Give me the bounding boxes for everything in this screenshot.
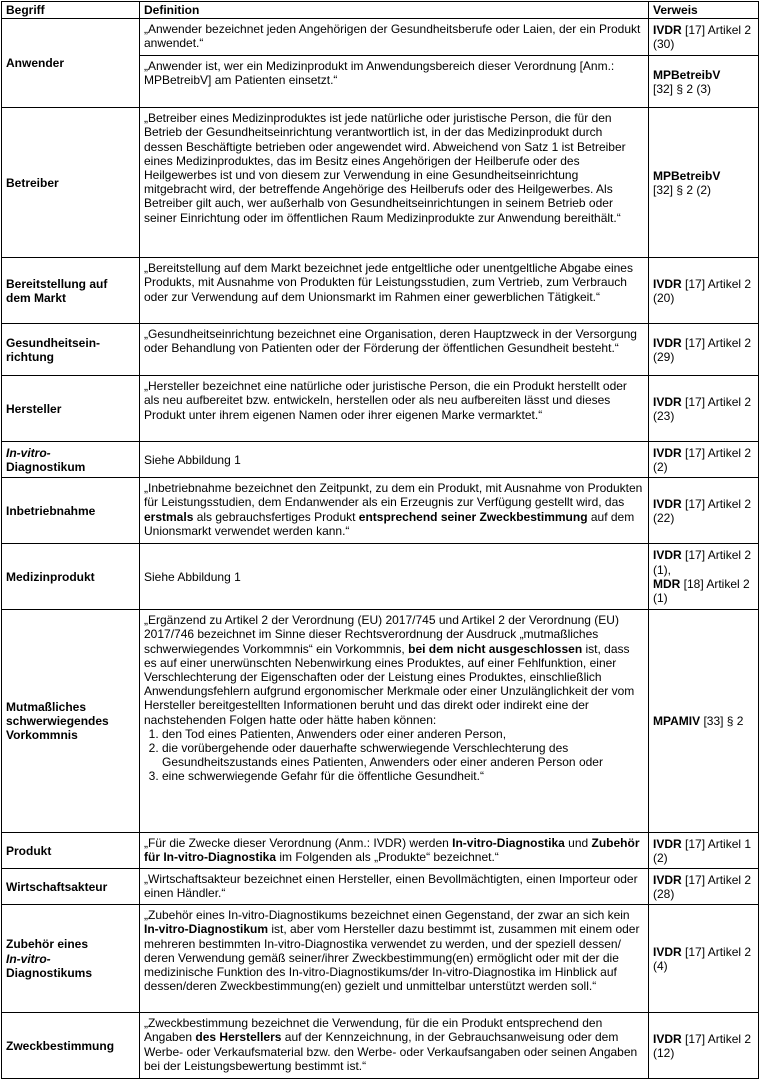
reference-source: MDR (653, 576, 681, 591)
definition-emphasis: Zubehör für In-vitro-Diagnostika (144, 836, 640, 865)
table-row (2, 1013, 759, 1079)
term-inbetriebnahme: Inbetriebnahme (2, 478, 140, 544)
reference-source: IVDR (653, 496, 682, 511)
reference-detail: [17] Artikel 2 (12) (653, 1031, 752, 1060)
reference-detail: [17] Artikel 2 (1), (653, 548, 752, 577)
term-anwender: Anwender (2, 19, 140, 108)
definition-text: auf der Kennzeichnung, in der Gebrauchsanweisung oder dem Werbe- oder Verkaufsmaterial bzw. den Werbe- oder Verkaufsangaben oder seinen Angaben bei der Leistungsbewertung bestimmt ist.“ (144, 1030, 638, 1073)
definition-text: im Folgenden als „Produkte“ bezeichnet.“ (276, 850, 499, 865)
definition-emphasis: In-vitro-Diagnostika (452, 836, 565, 851)
reference-hersteller (649, 376, 759, 442)
header-verweis: Verweis (649, 2, 759, 19)
table-row (2, 478, 759, 544)
definition-text: auf dem Unionsmarkt verwendet werden kann.“ (144, 509, 635, 538)
term-in-vitro-diagnostikum (2, 442, 140, 478)
table-row (2, 544, 759, 610)
table-row (2, 869, 759, 905)
reference-wirtschaftsakteur (649, 869, 759, 905)
reference-anwender-ivdr (649, 19, 759, 56)
definition-emphasis: entsprechend seiner Zweckbestimmung (358, 509, 588, 524)
definitions-table (1, 1, 759, 1079)
definition-betreiber: „Betreiber eines Medizinproduktes ist jede natürliche oder juristische Person, die für den Betrieb der Gesundheitseinrichtung verantwortlich ist, in der das Medizinprodukt durch dessen Beschäftigte betrieben oder angewendet wird. Abweichend von Satz 1 ist Betreiber eines Medizinproduktes, das im Besitz eines Angehörigen der Heilberufe oder des Heilgewerbes ist und von diesem zur Verwendung in eine Gesundheitseinrichtung mitgebracht wird, der betreffende Angehörige des Heilberufs oder des Heilgewerbes. Als Betreiber gilt auch, wer außerhalb von Gesundheitseinrichtungen in seinem Betrieb oder seiner Einrichtung oder im öffentlichen Raum Medizinprodukte zur Anwendung bereithält.“ (140, 108, 649, 258)
reference-detail: [17] Artikel 2 (23) (653, 394, 752, 423)
consequence-list (144, 727, 644, 784)
reference-source: IVDR (653, 445, 682, 460)
reference-inbetriebnahme (649, 478, 759, 544)
table-row (2, 833, 759, 869)
definition-bereitstellung: „Bereitstellung auf dem Markt bezeichnet jede entgeltliche oder unentgeltliche Abgabe eines Produkts, mit Ausnahme von Produkten für Leistungsstudien, zum Vertrieb, zum Verbrauch oder zur Verwendung auf dem Unionsmarkt im Rahmen einer gewerblichen Tätigkeit.“ (140, 258, 649, 324)
definition-text: „Ergänzend zu Artikel 2 der Verordnung (EU) 2017/745 und Artikel 2 der Verordnung (EU) 2017/746 bezeichnet im Sinne dieser Rechtsverordnung der Ausdruck „mutmaßliches schwerwiegendes Vorkommnis“ ein Vorkommnis, (144, 613, 619, 656)
list-item: 1. den Tod eines Patienten, Anwenders oder einer anderen Person, (162, 727, 644, 741)
definition-medizinprodukt: Siehe Abbildung 1 (140, 544, 649, 610)
term-bereitstellung: Bereitstellung auf dem Markt (2, 258, 140, 324)
reference-detail: [17] Artikel 2 (28) (653, 872, 752, 901)
list-item: 2. die vorübergehende oder dauerhafte schwerwiegende Verschlechterung des Gesundheitszustands eines Patienten, Anwenders oder einer anderen Person oder (162, 741, 644, 769)
term-gesundheitseinrichtung: Gesundheitseinrichtung (2, 324, 140, 376)
reference-source: IVDR (653, 872, 682, 887)
table-row (2, 258, 759, 324)
list-item: 3. eine schwerwiegende Gefahr für die öffentliche Gesundheit.“ (162, 769, 644, 783)
reference-source: IVDR (653, 836, 682, 851)
reference-detail: [32] § 2 (3) (653, 81, 712, 96)
definition-in-vitro-diagnostikum: Siehe Abbildung 1 (140, 442, 649, 478)
table-header-row (2, 2, 759, 19)
reference-source: IVDR (653, 548, 682, 563)
table-row (2, 376, 759, 442)
definition-hersteller: „Hersteller bezeichnet eine natürliche oder juristische Person, die ein Produkt herstellt oder als neu aufbereitet bzw. entwickeln, herstellen oder als neu aufbereiten lässt und dieses Produkt unter ihrem eigenen Namen oder ihrer eigenen Marke vermarktet.“ (140, 376, 649, 442)
term-part: Diagnostikums (6, 965, 93, 980)
reference-anwender-mpbetreibv (649, 56, 759, 108)
reference-source: IVDR (653, 23, 682, 37)
definition-text: als gebrauchsfertiges Produkt (193, 509, 359, 524)
reference-detail: [32] § 2 (2) (653, 182, 712, 197)
term-rest-part: Diagnostikum (6, 459, 86, 474)
definition-emphasis: des Herstellers (195, 1030, 282, 1045)
reference-medizinprodukt (649, 544, 759, 610)
definition-text: „Zubehör eines In-vitro-Diagnostikums bezeichnet einen Gegenstand, der zwar an sich kein (144, 908, 630, 923)
table-row (2, 108, 759, 258)
term-italic-part: In-vitro- (6, 951, 51, 966)
reference-source: MPAMIV (653, 714, 701, 729)
term-betreiber: Betreiber (2, 108, 140, 258)
definition-inbetriebnahme (140, 478, 649, 544)
reference-bereitstellung (649, 258, 759, 324)
term-produkt: Produkt (2, 833, 140, 869)
definition-wirtschaftsakteur: „Wirtschaftsakteur bezeichnet einen Hersteller, einen Bevollmächtigten, einen Importeur oder einen Händler.“ (140, 869, 649, 905)
reference-source: IVDR (653, 1031, 682, 1046)
reference-source: MPBetreibV (653, 168, 721, 183)
definition-produkt (140, 833, 649, 869)
term-wirtschaftsakteur: Wirtschaftsakteur (2, 869, 140, 905)
table-row (2, 324, 759, 376)
definition-text: ist, aber vom Hersteller dazu bestimmt ist, zusammen mit einem oder mehreren bestimmten In-vitro-Diagnostika verwendet zu werden, und der speziell dessen/ deren Verwendung gemäß seiner/ihrer Zweckbestimmung(en) ermöglicht oder mit der die medizinische Funktion des In-vitro-Diagnostikums/der In-vitro-Diagnostika im Hinblick auf dessen/deren Zweckbestimmung(en) gezielt und unmittelbar unterstützt werden soll.“ (144, 922, 640, 994)
table-row (2, 442, 759, 478)
term-medizinprodukt: Medizinprodukt (2, 544, 140, 610)
reference-source: IVDR (653, 276, 682, 291)
reference-source: IVDR (653, 335, 682, 350)
reference-detail: [33] § 2 (700, 714, 744, 729)
reference-detail: [17] Artikel 2 (30) (653, 23, 752, 52)
term-zubehoer (2, 905, 140, 1013)
definition-text: „Inbetriebnahme bezeichnet den Zeitpunkt, zu dem ein Produkt, mit Ausnahme von Produkten für Leistungsstudien, dem Endanwender als ein Erzeugnis zur Verfügung gestellt wird, das (144, 481, 643, 510)
reference-source: IVDR (653, 944, 682, 959)
reference-betreiber (649, 108, 759, 258)
table-row (2, 19, 759, 56)
reference-detail: [17] Artikel 2 (20) (653, 276, 752, 305)
definition-text: und (564, 836, 592, 851)
reference-detail: [17] Artikel 2 (2) (653, 445, 752, 474)
term-mutmassliches-vorkommnis: Mutmaßliches schwerwiegendes Vorkommnis (2, 610, 140, 833)
term-part: Zubehör eines (6, 937, 89, 952)
reference-gesundheitseinrichtung (649, 324, 759, 376)
reference-in-vitro-diagnostikum (649, 442, 759, 478)
definition-anwender-mpbetreibv: „Anwender ist, wer ein Medizinprodukt im Anwendungsbereich dieser Verordnung [Anm.: MPBetreibV] am Patienten einsetzt.“ (140, 56, 649, 108)
header-begriff: Begriff (2, 2, 140, 19)
term-italic-part: In-vitro- (6, 445, 51, 460)
definition-mutmassliches-vorkommnis (140, 610, 649, 833)
reference-source: MPBetreibV (653, 67, 721, 82)
definition-text: „Für die Zwecke dieser Verordnung (Anm.: IVDR) werden (144, 836, 453, 851)
definition-gesundheitseinrichtung: „Gesundheitseinrichtung bezeichnet eine Organisation, deren Hauptzweck in der Versorgung oder Behandlung von Patienten oder der Förderung der öffentlichen Gesundheit besteht.“ (140, 324, 649, 376)
reference-source: IVDR (653, 394, 682, 409)
reference-detail: [17] Artikel 2 (22) (653, 496, 752, 525)
reference-detail: [17] Artikel 1 (2) (653, 836, 752, 865)
definition-emphasis: In-vitro-Diagnostikum (144, 922, 269, 937)
reference-mutmassliches-vorkommnis (649, 610, 759, 833)
reference-detail: [17] Artikel 2 (4) (653, 944, 752, 973)
table-row (2, 905, 759, 1013)
definition-text: „Zweckbestimmung bezeichnet die Verwendung, für die ein Produkt entsprechend den Angaben (144, 1016, 603, 1045)
reference-detail: [17] Artikel 2 (29) (653, 335, 752, 364)
header-definition: Definition (140, 2, 649, 19)
table-row (2, 610, 759, 833)
definition-anwender-ivdr: „Anwender bezeichnet jeden Angehörigen der Gesundheitsberufe oder Laien, der ein Produkt anwendet.“ (140, 19, 649, 56)
definition-text: ist, dass es auf einer unerwünschten Nebenwirkung eines Produktes, auf einer Fehlfunktion, einer Verschlechterung der Eigenschaften oder der Leistung eines Produktes, einschließlich Anwendungsfehlern aufgrund ergonomischer Merkmale oder einer Unzulänglichkeit der vom Hersteller bereitgestellten Informationen beruht und das direkt oder indirekt eine der nachstehenden Folgen hatte oder hätte haben können: (144, 641, 635, 727)
reference-produkt (649, 833, 759, 869)
reference-zweckbestimmung (649, 1013, 759, 1079)
definition-emphasis: erstmals (144, 509, 194, 524)
definition-emphasis: bei dem nicht ausgeschlossen (408, 641, 583, 656)
reference-zubehoer (649, 905, 759, 1013)
term-hersteller: Hersteller (2, 376, 140, 442)
reference-detail: [18] Artikel 2 (1) (653, 576, 750, 605)
definition-zubehoer (140, 905, 649, 1013)
definition-zweckbestimmung (140, 1013, 649, 1079)
term-zweckbestimmung: Zweckbestimmung (2, 1013, 140, 1079)
